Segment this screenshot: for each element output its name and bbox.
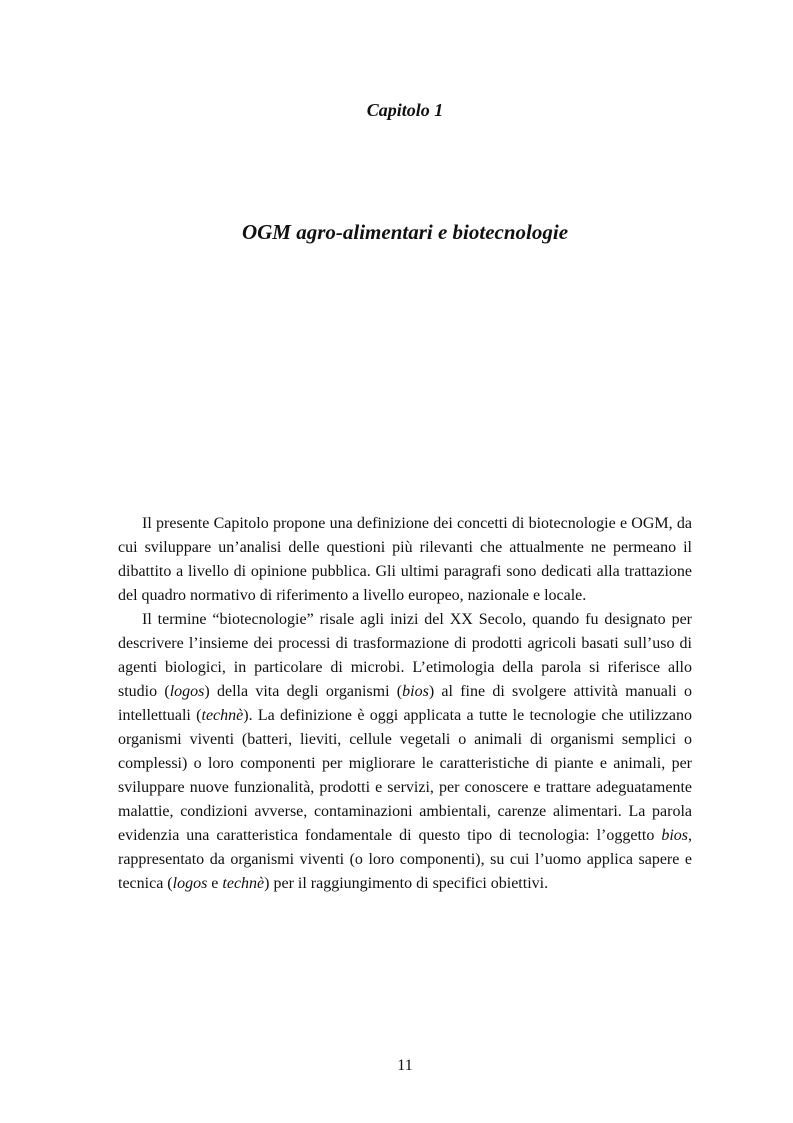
term-logos: logos bbox=[169, 683, 205, 700]
paragraph-text-span: , rappresentato da organismi viventi (o loro componenti), su cui l’uomo applica sapere e tecnica ( bbox=[118, 827, 692, 892]
paragraph-biotechnology bbox=[118, 608, 692, 896]
term-techne: technè bbox=[201, 707, 244, 724]
term-bios: bios bbox=[402, 683, 429, 700]
paragraph-text-span: ) della vita degli organismi ( bbox=[204, 683, 403, 700]
body-text bbox=[118, 512, 692, 896]
paragraph-intro: Il presente Capitolo propone una definizione dei concetti di biotecnologie e OGM, da cui sviluppare un’analisi delle questioni più rilevanti che attualmente ne permeano il dibattito a livello di opinione pubblica. Gli ultimi paragrafi sono dedicati alla trattazione del quadro normativo di riferimento a livello europeo, nazionale e locale. bbox=[118, 515, 692, 604]
term-logos: logos bbox=[172, 875, 208, 892]
paragraph-text-span: ) al fine di svolgere attività manuali o intellettuali ( bbox=[118, 683, 693, 724]
paragraph-text-span: e bbox=[207, 875, 223, 892]
chapter-title: OGM agro-alimentari e biotecnologie bbox=[241, 220, 569, 244]
paragraph-text-span: Il termine “biotecnologie” risale agli inizi del XX Secolo, quando fu designato per descrivere l’insieme dei processi di trasformazione di prodotti agricoli basati sull’uso di agenti biologici, in particolare di microbi. L’etimologia della parola si riferisce allo studio ( bbox=[118, 611, 692, 700]
paragraph-text-span: ) per il raggiungimento di specifici obiettivi. bbox=[264, 875, 549, 892]
term-bios: bios bbox=[661, 827, 688, 844]
term-techne: technè bbox=[222, 875, 265, 892]
page-number: 11 bbox=[397, 1057, 413, 1074]
chapter-label: Capitolo 1 bbox=[366, 100, 444, 120]
paragraph-text-span: ). La definizione è oggi applicata a tutte le tecnologie che utilizzano organismi viventi (batteri, lieviti, cellule vegetali o animali di organismi semplici o complessi) o loro componenti per migliorare le caratteristiche di piante e animali, per sviluppare nuove funzionalità, prodotti e servizi, per conoscere e trattare adeguatamente malattie, condizioni avverse, contaminazioni ambientali, carenze alimentari. La parola evidenzia una caratteristica fondamentale di questo tipo di tecnologia: l’oggetto bbox=[118, 707, 692, 844]
